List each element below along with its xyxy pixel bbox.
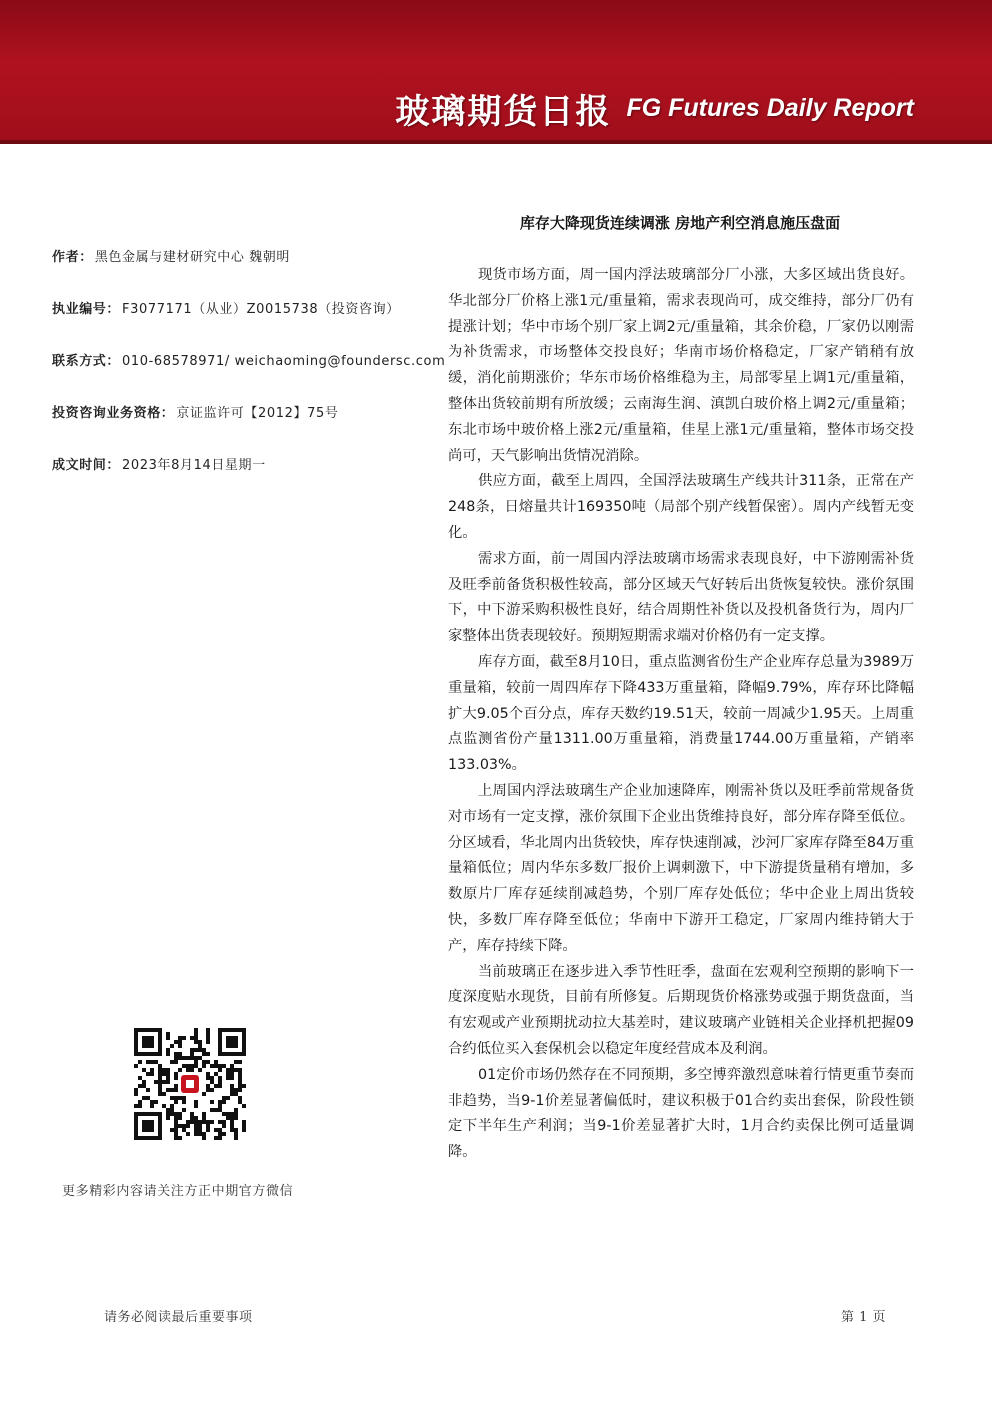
meta-contact xyxy=(52,350,445,369)
paragraph-regional-inventory: 上周国内浮法玻璃生产企业加速降库，刚需补货以及旺季前常规备货对市场有一定支撑，涨价氛围下企业出货维持良好，部分库存降至低位。分区域看，华北周内出货较快，库存快速削减，沙河厂家库存降至84万重量箱低位；周内华东多数厂报价上调刺激下，中下游提货量稍有增加，多数原片厂库存延续削减趋势，个别厂库存处低位；华中企业上周出货较快，多数厂库存降至低位；华南中下游开工稳定，厂家周内维持销大于产，库存持续下降。 xyxy=(448,782,914,954)
meta-author xyxy=(52,246,290,265)
paragraph-strategy: 01定价市场仍然存在不同预期，多空博弈激烈意味着行情更重节奏而非趋势，当9-1价差显著偏低时，建议积极于01合约卖出套保，阶段性锁定下半年生产利润；当9-1价差显著扩大时，1月合约卖保比例可适量调降。 xyxy=(448,1066,914,1161)
paragraph-supply: 供应方面，截至上周四，全国浮法玻璃生产线共计311条，正常在产248条，日熔量共计169350吨（局部个别产线暂保密）。周内产线暂无变化。 xyxy=(448,473,914,541)
meta-contact-label: 联系方式： xyxy=(52,354,121,369)
meta-qualification xyxy=(52,402,338,421)
meta-date xyxy=(52,454,266,473)
meta-license-value: F3077171（从业）Z0015738（投资咨询） xyxy=(122,302,400,317)
paragraph-spot-market: 现货市场方面，周一国内浮法玻璃部分厂小涨，大多区域出货良好。华北部分厂价格上涨1元/重量箱，需求表现尚可，成交维持，部分厂仍有提涨计划；华中市场个别厂家上调2元/重量箱，其余价稳，厂家仍以刚需为补货需求，市场整体交投良好；华南市场价格稳定，厂家产销稍有放缓，消化前期涨价；华东市场价格维稳为主，局部零星上调1元/重量箱，整体出货较前期有所放缓；云南海生润、滇凯白玻价格上调2元/重量箱；东北市场中玻价格上涨2元/重量箱，佳星上涨1元/重量箱，整体市场交投尚可，天气影响出货情况消除。 xyxy=(448,267,914,464)
meta-author-value: 黑色金属与建材研究中心 魏朝明 xyxy=(94,250,290,265)
article-title: 库存大降现货连续调涨 房地产利空消息施压盘面 xyxy=(519,214,841,232)
qr-caption: 更多精彩内容请关注方正中期官方微信 xyxy=(62,1184,294,1199)
meta-date-label: 成文时间： xyxy=(52,458,121,473)
meta-contact-value: 010-68578971/ weichaoming@foundersc.com xyxy=(122,354,446,369)
header-divider xyxy=(0,140,992,144)
meta-license-label: 执业编号： xyxy=(52,302,121,317)
meta-author-label: 作者： xyxy=(52,250,93,265)
meta-date-value: 2023年8月14日星期一 xyxy=(122,458,266,473)
meta-qualification-label: 投资咨询业务资格： xyxy=(52,406,175,421)
report-title-en: FG Futures Daily Report xyxy=(626,94,914,122)
meta-qualification-value: 京证监许可【2012】75号 xyxy=(176,406,339,421)
report-title xyxy=(395,84,914,133)
qr-code-icon xyxy=(134,1028,246,1140)
paragraph-inventory: 库存方面，截至8月10日，重点监测省份生产企业库存总量为3989万重量箱，较前一周四库存下降433万重量箱，降幅9.79%，库存环比降幅扩大9.05个百分点，库存天数约19.51天，较前一周减少1.95天。上周重点监测省份产量1311.00万重量箱，消费量1744.00万重量箱，产销率133.03%。 xyxy=(448,653,914,774)
paragraph-demand: 需求方面，前一周国内浮法玻璃市场需求表现良好，中下游刚需补货及旺季前备货积极性较高，部分区域天气好转后出货恢复较快。涨价氛围下，中下游采购积极性良好，结合周期性补货以及投机备货行为，周内厂家整体出货表现较好。预期短期需求端对价格仍有一定支撑。 xyxy=(448,550,914,645)
footer-notice: 请务必阅读最后重要事项 xyxy=(104,1310,253,1325)
report-title-cn: 玻璃期货日报 xyxy=(395,92,612,132)
meta-license xyxy=(52,298,400,317)
article-body xyxy=(448,263,914,1166)
paragraph-outlook: 当前玻璃正在逐步进入季节性旺季，盘面在宏观利空预期的影响下一度深度贴水现货，目前有所修复。后期现货价格涨势或强于期货盘面，当有宏观或产业预期扰动拉大基差时，建议玻璃产业链相关企业择机把握09合约低位买入套保机会以稳定年度经营成本及利润。 xyxy=(448,963,914,1057)
page-number: 第 1 页 xyxy=(840,1310,886,1325)
